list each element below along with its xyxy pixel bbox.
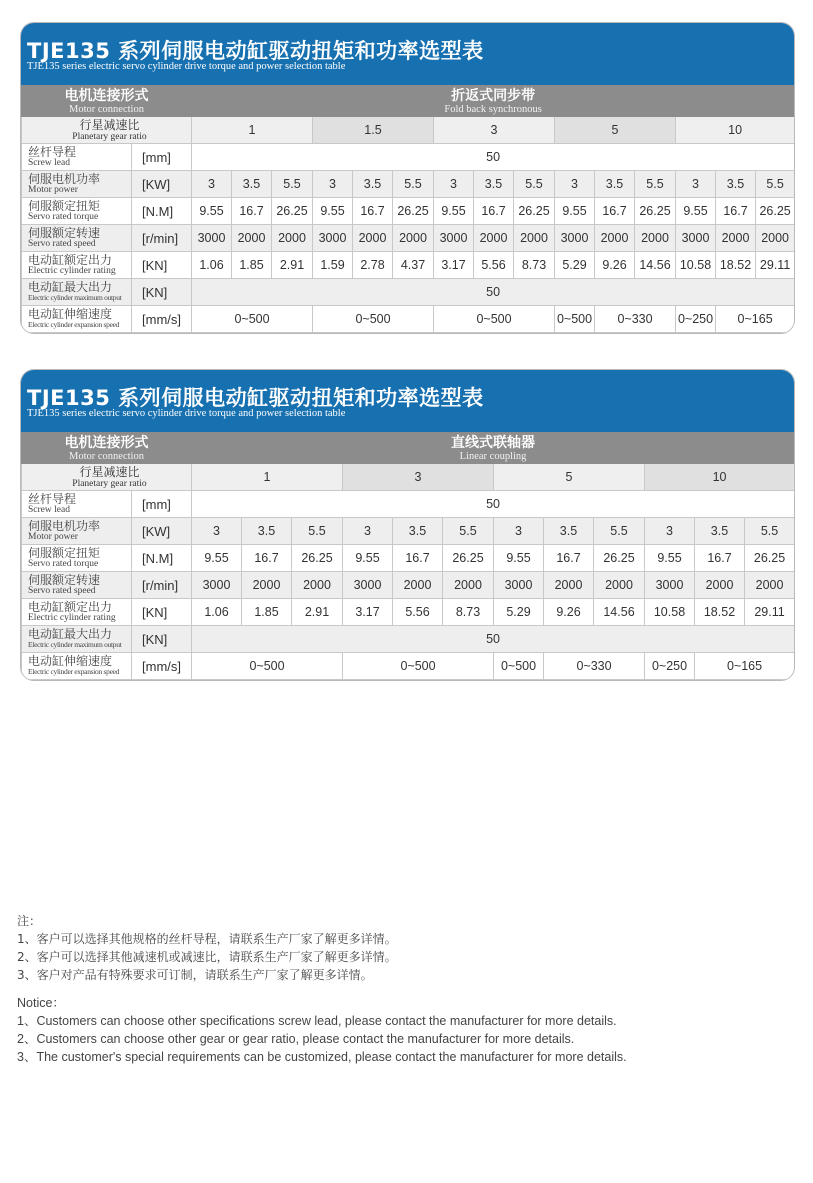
table-cell: 50: [192, 144, 795, 171]
row-unit: [KN]: [132, 252, 192, 279]
table-cell: 2000: [232, 225, 272, 252]
selection-table-linear-coupling: [20, 369, 795, 681]
table-cell: 3.5: [544, 518, 594, 545]
table-cell: 5.5: [745, 518, 795, 545]
table-cell: 5.5: [292, 518, 343, 545]
gear-ratio-row: [22, 117, 795, 144]
row-label: 电动缸最大出力 Electric cylinder maximum output: [22, 626, 132, 653]
table-cell: 16.7: [695, 545, 745, 572]
table-cell: 1.59: [313, 252, 353, 279]
table-cell: 5.5: [443, 518, 494, 545]
table-cell: 3: [676, 171, 716, 198]
note-item: 2、客户可以选择其他减速机或减速比，请联系生产厂家了解更多详情。: [17, 950, 397, 964]
table-cell: 3.5: [242, 518, 292, 545]
row-unit: [N.M]: [132, 545, 192, 572]
gear-ratio-label: 行星减速比 Planetary gear ratio: [22, 464, 192, 491]
table-cell: 2000: [756, 225, 795, 252]
table-cell: 9.55: [313, 198, 353, 225]
gear-ratio-cell: 3: [343, 464, 494, 491]
gear-ratio-cell: 5: [555, 117, 676, 144]
table-cell: 3.5: [353, 171, 393, 198]
gear-ratio-label: 行星减速比 Planetary gear ratio: [22, 117, 192, 144]
gear-ratio-cell: 1.5: [313, 117, 434, 144]
table-cell: 0~500: [192, 306, 313, 333]
table-cell: 2000: [695, 572, 745, 599]
table-cell: 2000: [393, 225, 434, 252]
table-cell: 2.91: [292, 599, 343, 626]
table-cell: 3.17: [343, 599, 393, 626]
table-cell: 3: [192, 171, 232, 198]
table-cell: 9.55: [645, 545, 695, 572]
notes-chinese: [17, 912, 397, 984]
table-cell: 2000: [745, 572, 795, 599]
max-output-row: [22, 626, 795, 653]
table-cell: 3000: [555, 225, 595, 252]
table-cell: 5.5: [594, 518, 645, 545]
table-cell: 16.7: [232, 198, 272, 225]
table-cell: 3: [343, 518, 393, 545]
table-title-bar: [21, 370, 794, 432]
motor-power-row: [22, 171, 795, 198]
table-cell: 0~165: [716, 306, 795, 333]
table-cell: 5.56: [474, 252, 514, 279]
table-cell: 8.73: [514, 252, 555, 279]
table-cell: 9.55: [494, 545, 544, 572]
notes-heading: Notice：: [17, 996, 65, 1010]
table-cell: 2000: [242, 572, 292, 599]
table-cell: 5.29: [555, 252, 595, 279]
table-cell: 3000: [192, 572, 242, 599]
gear-ratio-cell: 5: [494, 464, 645, 491]
table-cell: 0~500: [555, 306, 595, 333]
row-label: 电动缸伸缩速度 Electric cylinder expansion speed: [22, 306, 132, 333]
row-unit: [mm]: [132, 491, 192, 518]
row-label: 伺服额定转速 Servo rated speed: [22, 572, 132, 599]
table-cell: 0~250: [676, 306, 716, 333]
table-cell: 2000: [474, 225, 514, 252]
table-cell: 18.52: [695, 599, 745, 626]
row-unit: [N.M]: [132, 198, 192, 225]
rated-speed-row: [22, 225, 795, 252]
table-cell: 3: [555, 171, 595, 198]
connection-type: 折返式同步带 Fold back synchronous: [192, 86, 795, 117]
table-cell: 26.25: [756, 198, 795, 225]
table-cell: 16.7: [393, 545, 443, 572]
table-cell: 0~500: [343, 653, 494, 680]
table-cell: 3000: [343, 572, 393, 599]
table-cell: 3.5: [695, 518, 745, 545]
row-label: 伺服额定扭矩 Servo rated torque: [22, 198, 132, 225]
table-cell: 50: [192, 626, 795, 653]
notes-english: [17, 994, 627, 1066]
table-cell: 26.25: [635, 198, 676, 225]
row-label: 伺服电机功率 Motor power: [22, 171, 132, 198]
table-cell: 0~500: [494, 653, 544, 680]
gear-ratio-cell: 1: [192, 464, 343, 491]
rated-speed-row: [22, 572, 795, 599]
table-cell: 26.25: [292, 545, 343, 572]
motor-connection-label: 电机连接形式 Motor connection: [22, 433, 192, 464]
table-cell: 0~330: [544, 653, 645, 680]
row-label: 电动缸额定出力 Electric cylinder rating: [22, 252, 132, 279]
table-title-en: TJE135 series electric servo cylinder drive torque and power selection table: [27, 408, 346, 419]
table-cell: 26.25: [393, 198, 434, 225]
table-cell: 2000: [594, 572, 645, 599]
table-cell: 3: [494, 518, 544, 545]
table-title-cn: TJE135 系列伺服电动缸驱动扭矩和功率选型表: [27, 39, 484, 63]
table-cell: 16.7: [242, 545, 292, 572]
table-cell: 2000: [272, 225, 313, 252]
table-cell: 3: [192, 518, 242, 545]
table-cell: 3000: [645, 572, 695, 599]
row-unit: [mm]: [132, 144, 192, 171]
expansion-speed-row: [22, 306, 795, 333]
note-item: 1、Customers can choose other specifications screw lead, please contact the manufacturer for more details.: [17, 1014, 617, 1028]
note-item: 2、Customers can choose other gear or gear ratio, please contact the manufacturer for more details.: [17, 1032, 575, 1046]
table-cell: 5.5: [514, 171, 555, 198]
row-label: 丝杆导程 Screw lead: [22, 491, 132, 518]
table-cell: 0~165: [695, 653, 795, 680]
connection-type: 直线式联轴器 Linear coupling: [192, 433, 795, 464]
table-cell: 16.7: [716, 198, 756, 225]
table-cell: 26.25: [594, 545, 645, 572]
table-cell: 9.55: [676, 198, 716, 225]
table-cell: 3.5: [716, 171, 756, 198]
table-cell: 1.06: [192, 599, 242, 626]
table-title-en: TJE135 series electric servo cylinder drive torque and power selection table: [27, 61, 346, 72]
table-cell: 29.11: [745, 599, 795, 626]
table-cell: 3.5: [474, 171, 514, 198]
table-cell: 4.37: [393, 252, 434, 279]
table-cell: 2000: [393, 572, 443, 599]
notes-heading: 注：: [17, 914, 42, 928]
row-unit: [mm/s]: [132, 306, 192, 333]
table-cell: 1.85: [242, 599, 292, 626]
table-cell: 0~250: [645, 653, 695, 680]
row-label: 电动缸额定出力 Electric cylinder rating: [22, 599, 132, 626]
table-cell: 3.5: [393, 518, 443, 545]
table-cell: 2000: [716, 225, 756, 252]
table-cell: 3: [645, 518, 695, 545]
row-label: 伺服额定扭矩 Servo rated torque: [22, 545, 132, 572]
table-cell: 9.26: [595, 252, 635, 279]
table-cell: 3000: [313, 225, 353, 252]
table-cell: 2.78: [353, 252, 393, 279]
table-cell: 14.56: [635, 252, 676, 279]
table-cell: 29.11: [756, 252, 795, 279]
table-cell: 14.56: [594, 599, 645, 626]
max-output-row: [22, 279, 795, 306]
row-unit: [r/min]: [132, 572, 192, 599]
table-cell: 3.17: [434, 252, 474, 279]
spec-table: [21, 85, 795, 333]
row-unit: [KN]: [132, 599, 192, 626]
table-cell: 50: [192, 279, 795, 306]
table-cell: 16.7: [474, 198, 514, 225]
cylinder-rating-row: [22, 599, 795, 626]
table-cell: 2000: [595, 225, 635, 252]
table-cell: 9.26: [544, 599, 594, 626]
table-cell: 5.5: [635, 171, 676, 198]
table-cell: 3000: [434, 225, 474, 252]
gear-ratio-cell: 3: [434, 117, 555, 144]
table-cell: 26.25: [514, 198, 555, 225]
table-cell: 26.25: [272, 198, 313, 225]
table-cell: 26.25: [443, 545, 494, 572]
table-cell: 10.58: [676, 252, 716, 279]
table-cell: 0~500: [434, 306, 555, 333]
row-unit: [KN]: [132, 279, 192, 306]
rated-torque-row: [22, 198, 795, 225]
table-title-cn: TJE135 系列伺服电动缸驱动扭矩和功率选型表: [27, 386, 484, 410]
row-unit: [KW]: [132, 171, 192, 198]
row-label: 丝杆导程 Screw lead: [22, 144, 132, 171]
table-cell: 0~500: [313, 306, 434, 333]
table-cell: 9.55: [192, 545, 242, 572]
gear-ratio-cell: 10: [676, 117, 795, 144]
expansion-speed-row: [22, 653, 795, 680]
table-cell: 3000: [192, 225, 232, 252]
table-cell: 3.5: [232, 171, 272, 198]
row-label: 电动缸伸缩速度 Electric cylinder expansion speed: [22, 653, 132, 680]
table-cell: 9.55: [434, 198, 474, 225]
motor-power-row: [22, 518, 795, 545]
table-cell: 1.85: [232, 252, 272, 279]
table-cell: 1.06: [192, 252, 232, 279]
spec-table: [21, 432, 795, 680]
table-cell: 2000: [544, 572, 594, 599]
gear-ratio-row: [22, 464, 795, 491]
table-cell: 2000: [353, 225, 393, 252]
gear-ratio-cell: 10: [645, 464, 795, 491]
table-cell: 0~500: [192, 653, 343, 680]
row-unit: [KW]: [132, 518, 192, 545]
table-cell: 9.55: [192, 198, 232, 225]
table-cell: 10.58: [645, 599, 695, 626]
table-cell: 2000: [514, 225, 555, 252]
table-title-bar: [21, 23, 794, 85]
table-cell: 5.56: [393, 599, 443, 626]
table-cell: 3: [434, 171, 474, 198]
selection-table-fold-back: [20, 22, 795, 334]
table-cell: 3.5: [595, 171, 635, 198]
row-label: 电动缸最大出力 Electric cylinder maximum output: [22, 279, 132, 306]
row-unit: [r/min]: [132, 225, 192, 252]
table-cell: 2000: [443, 572, 494, 599]
table-cell: 50: [192, 491, 795, 518]
table-cell: 16.7: [595, 198, 635, 225]
table-cell: 5.5: [272, 171, 313, 198]
table-cell: 0~330: [595, 306, 676, 333]
table-cell: 18.52: [716, 252, 756, 279]
rated-torque-row: [22, 545, 795, 572]
table-cell: 2.91: [272, 252, 313, 279]
row-unit: [mm/s]: [132, 653, 192, 680]
screw-lead-row: [22, 144, 795, 171]
table-cell: 16.7: [353, 198, 393, 225]
table-cell: 3000: [494, 572, 544, 599]
screw-lead-row: [22, 491, 795, 518]
table-cell: 26.25: [745, 545, 795, 572]
note-item: 3、客户对产品有特殊要求可订制，请联系生产厂家了解更多详情。: [17, 968, 373, 982]
table-cell: 8.73: [443, 599, 494, 626]
table-cell: 2000: [292, 572, 343, 599]
table-cell: 3: [313, 171, 353, 198]
note-item: 1、客户可以选择其他规格的丝杆导程，请联系生产厂家了解更多详情。: [17, 932, 397, 946]
table-cell: 9.55: [555, 198, 595, 225]
table-cell: 9.55: [343, 545, 393, 572]
motor-connection-row: [22, 433, 795, 464]
table-cell: 5.5: [756, 171, 795, 198]
table-cell: 5.5: [393, 171, 434, 198]
gear-ratio-cell: 1: [192, 117, 313, 144]
table-cell: 16.7: [544, 545, 594, 572]
motor-connection-label: 电机连接形式 Motor connection: [22, 86, 192, 117]
cylinder-rating-row: [22, 252, 795, 279]
row-unit: [KN]: [132, 626, 192, 653]
table-cell: 5.29: [494, 599, 544, 626]
row-label: 伺服电机功率 Motor power: [22, 518, 132, 545]
motor-connection-row: [22, 86, 795, 117]
row-label: 伺服额定转速 Servo rated speed: [22, 225, 132, 252]
table-cell: 2000: [635, 225, 676, 252]
note-item: 3、The customer's special requirements can be customized, please contact the manufacturer for more details.: [17, 1050, 627, 1064]
table-cell: 3000: [676, 225, 716, 252]
